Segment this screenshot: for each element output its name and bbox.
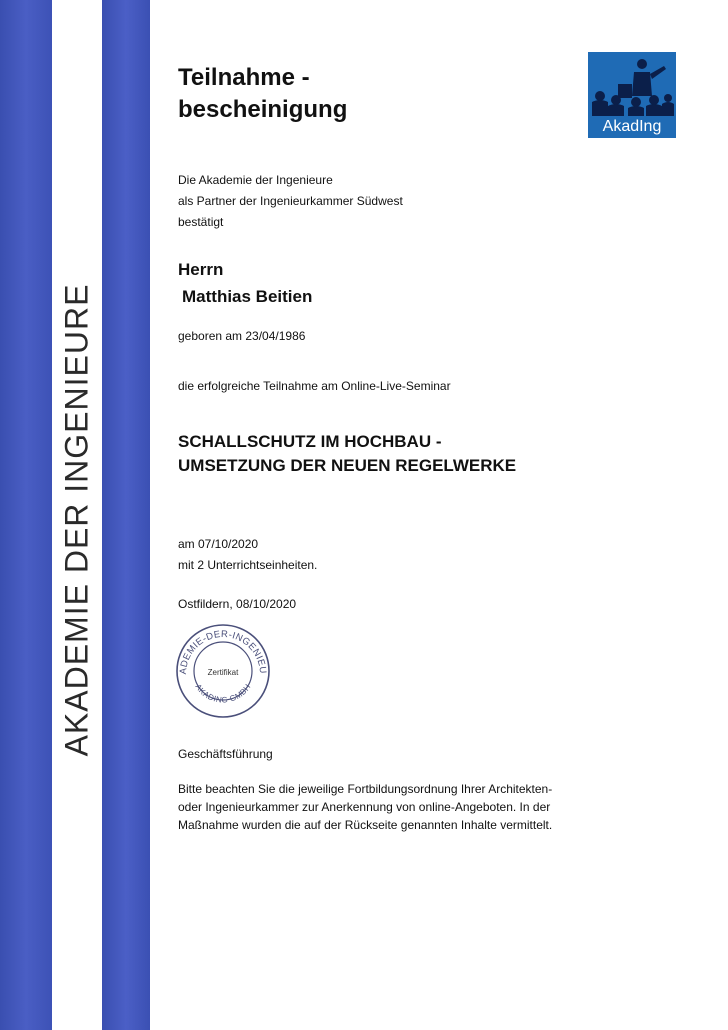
seal-center-text: Zertifikat (207, 668, 239, 677)
birth-date: geboren am 23/04/1986 (178, 329, 306, 343)
course-units: mit 2 Unterrichtseinheiten. (178, 558, 318, 572)
svg-text:AKADING GMBH (193, 682, 252, 704)
left-blue-band (0, 0, 52, 1030)
salutation: Herrn (178, 260, 224, 279)
certificate-title (178, 62, 347, 126)
course-details (178, 534, 317, 576)
note-line-2: oder Ingenieurkammer zur Anerkennung von online-Angeboten. In der (178, 800, 551, 814)
logo-label: AkadIng (602, 118, 662, 135)
course-line-1: SCHALLSCHUTZ IM HOCHBAU - (178, 432, 442, 451)
course-title (178, 430, 516, 478)
akading-logo (588, 52, 676, 138)
note-line-3: Maßnahme wurden die auf der Rückseite genannten Inhalte vermittelt. (178, 818, 553, 832)
signature-label: Geschäftsführung (178, 747, 273, 761)
company-seal (174, 622, 272, 720)
title-line-2: bescheinigung (178, 96, 348, 123)
audience-icon (588, 52, 676, 116)
participation-text: die erfolgreiche Teilnahme am Online-Live-Seminar (178, 379, 451, 393)
intro-line-3: bestätigt (178, 215, 224, 229)
recipient-name: Matthias Beitien (182, 287, 313, 306)
vertical-academy-name: AKADEMIE DER INGENIEURE (58, 283, 95, 757)
right-blue-band (102, 0, 150, 1030)
course-date: am 07/10/2020 (178, 537, 259, 551)
note-line-1: Bitte beachten Sie die jeweilige Fortbildungsordnung Ihrer Architekten- (178, 782, 553, 796)
intro-text (178, 170, 403, 233)
seal-outer-text: ADEMIE-DER-INGENIEU (177, 628, 269, 675)
recognition-note (178, 780, 618, 834)
course-line-2: UMSETZUNG DER NEUEN REGELWERKE (178, 456, 517, 475)
seal-stamp-icon (174, 622, 272, 720)
svg-text:AKADEMIE-DER-INGENIEURE (174, 622, 268, 675)
intro-line-2: als Partner der Ingenieurkammer Südwest (178, 194, 403, 208)
title-line-1: Teilnahme - (178, 64, 310, 91)
seal-bottom-text: AKADING GMBH (193, 682, 253, 705)
place-date: Ostfildern, 08/10/2020 (178, 597, 297, 611)
intro-line-1: Die Akademie der Ingenieure (178, 173, 333, 187)
recipient-block (178, 256, 312, 310)
